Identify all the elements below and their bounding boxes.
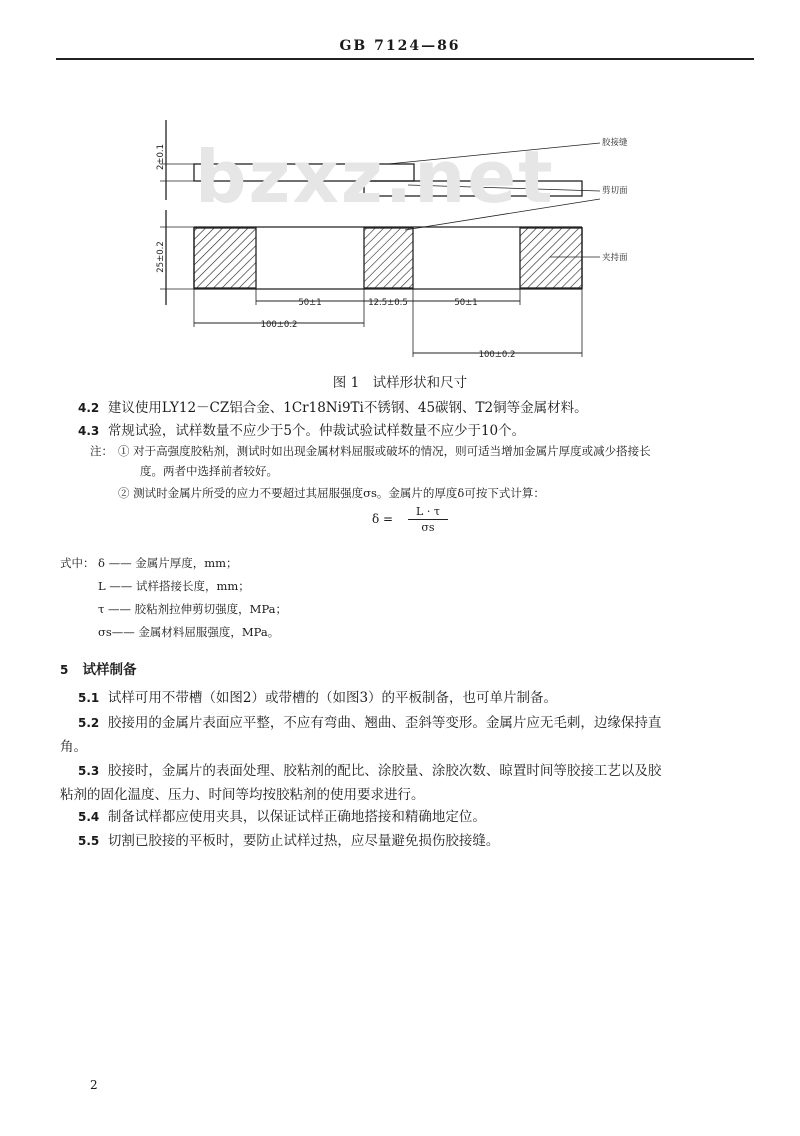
- clause-4-3: [78, 421, 525, 441]
- clause-number: 4.3: [78, 424, 100, 438]
- clause-number: 5.3: [78, 764, 100, 778]
- clause-5-2-line-2: 角。: [60, 739, 87, 755]
- clause-number: 5.4: [78, 810, 100, 824]
- clause-5-5: [78, 831, 499, 851]
- clause-text: 试样可用不带槽（如图2）或带槽的（如图3）的平板制备，也可单片制备。: [107, 690, 558, 706]
- clause-text: 胶接时，金属片的表面处理、胶粘剂的配比、涂胶量、涂胶次数、晾置时间等胶接工艺以及胶: [107, 763, 662, 779]
- variable-definition: σs—— 金属材料屈服强度，MPa。: [98, 625, 280, 639]
- clause-number: 5.5: [78, 834, 100, 848]
- clause-5-1: [78, 688, 557, 708]
- shear-face-label: 剪切面: [602, 186, 628, 196]
- variable-definition: L —— 试样搭接长度，mm；: [98, 579, 250, 593]
- where-label: 式中：: [60, 556, 95, 570]
- clause-text: 切割已胶接的平板时，要防止试样过热，应尽量避免损伤胶接缝。: [107, 833, 500, 849]
- left-sheet-length-label: 100±0.2: [260, 320, 298, 330]
- overlap-shear-face: [364, 228, 413, 288]
- thickness-dimension-label: 2±0.1: [156, 143, 166, 171]
- variable-definition: τ —— 胶粘剂拉伸剪切强度，MPa；: [98, 602, 288, 616]
- overlap-dimension-label: 12.5±0.5: [368, 298, 408, 308]
- left-grip-face: [194, 228, 256, 288]
- formula-denominator: σs: [421, 521, 435, 534]
- document-header-code: GB 7124—86: [339, 38, 461, 54]
- variable-definition: δ —— 金属片厚度，mm；: [98, 556, 238, 570]
- watermark: bzxz.net: [195, 135, 555, 219]
- figure-caption: 图 1 试样形状和尺寸: [332, 375, 468, 391]
- clause-text: 制备试样都应使用夹具，以保证试样正确地搭接和精确地定位。: [107, 809, 486, 825]
- fraction-bar: [408, 519, 448, 520]
- right-sheet-length-label: 100±0.2: [478, 350, 516, 360]
- formula-lhs: δ =: [372, 512, 394, 526]
- clause-text: 胶接用的金属片表面应平整，不应有弯曲、翘曲、歪斜等变形。金属片应无毛刺，边缘保持直: [107, 715, 662, 731]
- section-number: 5: [60, 663, 69, 677]
- formula-numerator: L · τ: [416, 505, 440, 518]
- header-rule: [56, 58, 754, 60]
- right-grip-face: [520, 228, 582, 288]
- clause-5-3-line-2: 粘剂的固化温度、压力、时间等均按胶粘剂的使用要求进行。: [60, 787, 425, 803]
- note-1-line-1: ① 对于高强度胶粘剂，测试时如出现金属材料屈服或破坏的情况，则可适当增加金属片厚度或减少搭接长: [118, 444, 651, 458]
- clause-number: 5.1: [78, 691, 100, 705]
- right-grip-dimension-label: 50±1: [454, 298, 478, 308]
- clause-5-2-line-1: [78, 713, 661, 733]
- note-2: ② 测试时金属片所受的应力不要超过其屈服强度σs。金属片的厚度δ可按下式计算：: [118, 486, 545, 500]
- clause-text: 常规试验，试样数量不应少于5个。仲裁试验试样数量不应少于10个。: [107, 423, 526, 439]
- clause-5-4: [78, 807, 486, 827]
- clause-text: 建议使用LY12－CZ铝合金、1Cr18Ni9Ti不锈钢、45碳钢、T2铜等金属材料。: [107, 400, 588, 416]
- section-5-heading: [60, 660, 136, 680]
- clause-4-2: [78, 398, 588, 418]
- grip-face-label: 夹持面: [602, 253, 628, 263]
- page-number: 2: [90, 1078, 98, 1092]
- clause-5-3-line-1: [78, 761, 661, 781]
- adhesive-layer-label: 胶接缝: [602, 138, 628, 148]
- note-1-line-2: 度。两者中选择前者较好。: [140, 464, 278, 478]
- note-label: 注：: [90, 444, 113, 458]
- section-title: 试样制备: [82, 662, 137, 678]
- clause-number: 5.2: [78, 716, 100, 730]
- left-grip-dimension-label: 50±1: [298, 298, 322, 308]
- width-dimension-label: 25±0.2: [156, 241, 166, 273]
- clause-number: 4.2: [78, 401, 100, 415]
